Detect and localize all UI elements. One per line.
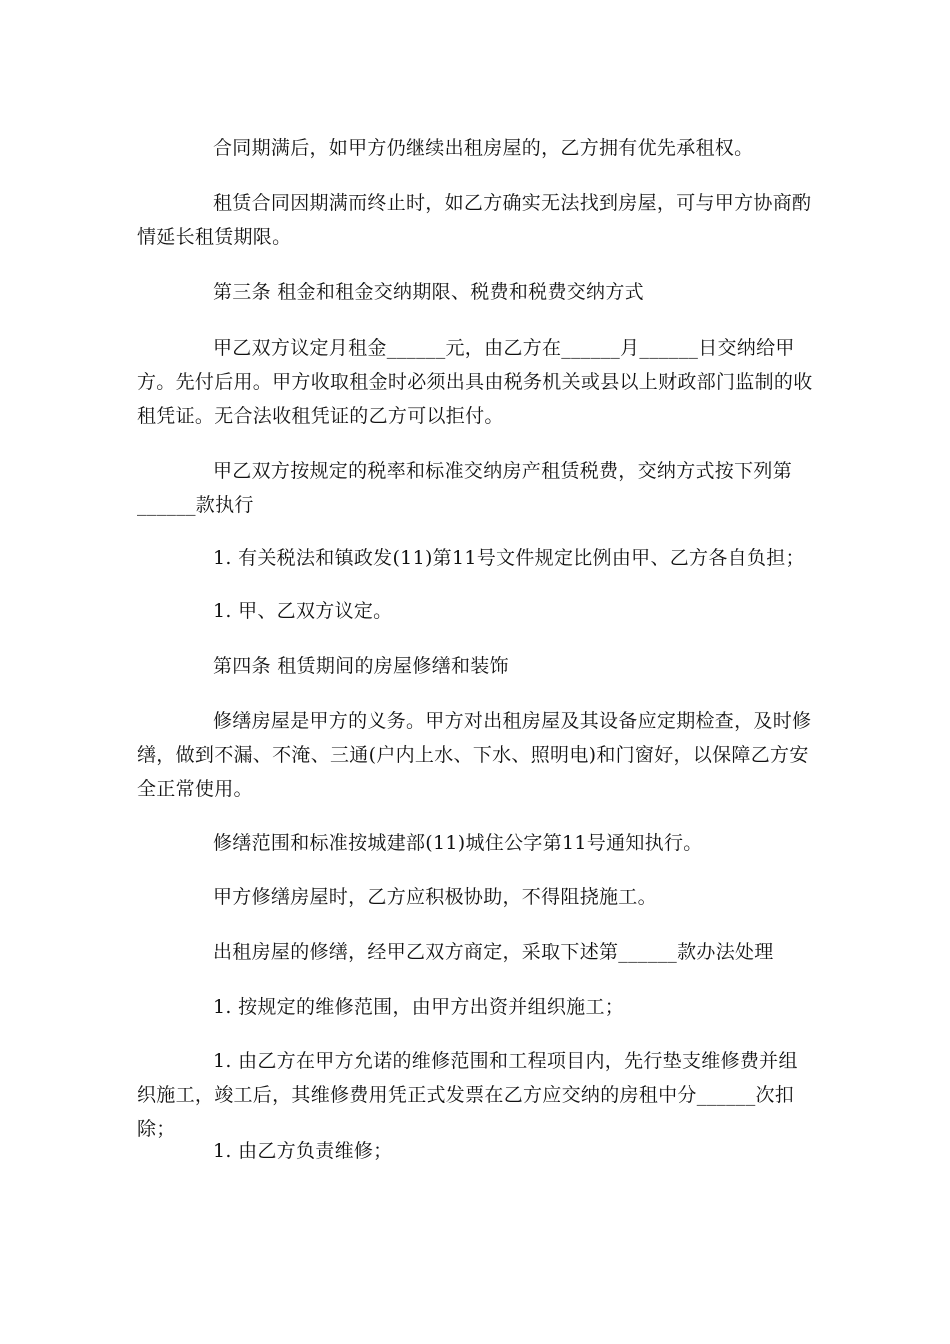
list-item-tax-option-1: 1. 有关税法和镇政发(11)第11号文件规定比例由甲、乙方各自负担； [213, 547, 805, 569]
paragraph-repair-obligation: 修缮房屋是甲方的义务。甲方对出租房屋及其设备应定期检查，及时修缮，做到不漏、不淹、三通(户内上水、下水、照明电)和门窗好，以保障乙方安全正常使用。 [137, 710, 812, 800]
list-item-tax-option-2: 1. 甲、乙双方议定。 [213, 600, 393, 622]
paragraph-tax-payment: 甲乙双方按规定的税率和标准交纳房产租赁税费，交纳方式按下列第______款执行 [137, 460, 793, 516]
list-item-repair-option-2: 1. 由乙方在甲方允诺的维修范围和工程项目内，先行垫支维修费并组织施工，竣工后，其维修费用凭正式发票在乙方应交纳的房租中分______次扣除； [137, 1050, 798, 1140]
list-item-repair-option-3: 1. 由乙方负责维修； [213, 1140, 393, 1162]
article-3-heading: 第三条 租金和租金交纳期限、税费和税费交纳方式 [213, 281, 644, 303]
article-4-heading: 第四条 租赁期间的房屋修缮和装饰 [213, 655, 509, 677]
paragraph-priority-lease: 合同期满后，如甲方仍继续出租房屋的，乙方拥有优先承租权。 [213, 137, 754, 159]
paragraph-monthly-rent: 甲乙双方议定月租金______元，由乙方在______月______日交纳给甲方。先付后用。甲方收取租金时必须出具由税务机关或县以上财政部门监制的收租凭证。无合法收租凭证的乙方可以拒付。 [137, 337, 813, 427]
paragraph-repair-scope: 修缮范围和标准按城建部(11)城住公字第11号通知执行。 [213, 832, 703, 854]
paragraph-repair-method: 出租房屋的修缮，经甲乙双方商定，采取下述第______款办法处理 [213, 941, 774, 963]
list-item-repair-option-1: 1. 按规定的维修范围，由甲方出资并组织施工； [213, 996, 625, 1018]
paragraph-repair-cooperation: 甲方修缮房屋时，乙方应积极协助，不得阻挠施工。 [213, 886, 657, 908]
paragraph-lease-extension: 租赁合同因期满而终止时，如乙方确实无法找到房屋，可与甲方协商酌情延长租赁期限。 [137, 192, 812, 248]
